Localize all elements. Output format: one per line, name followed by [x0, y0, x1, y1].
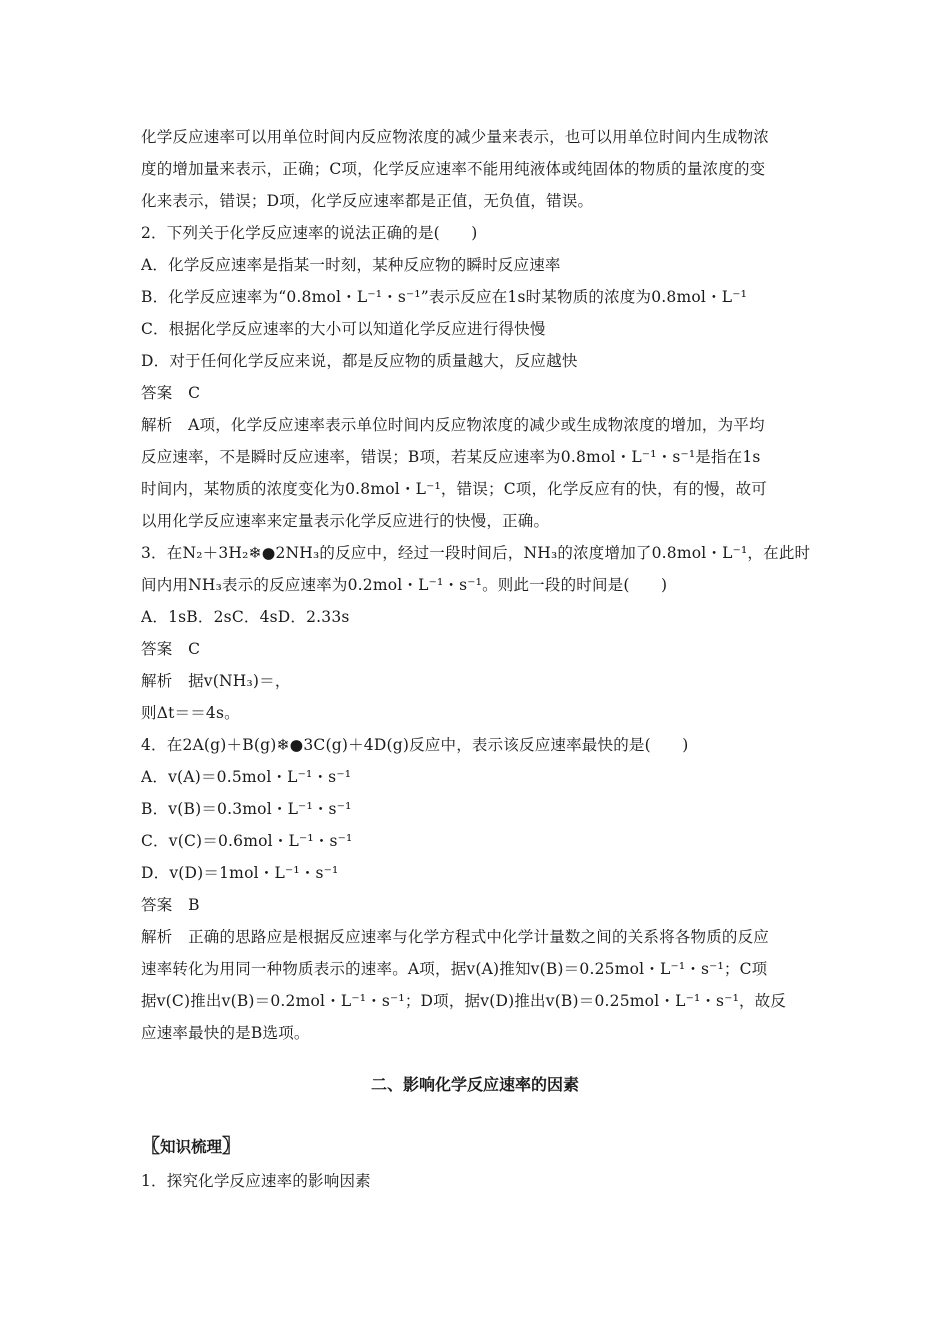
- question-3-stem: 3．在N₂＋3H₂❄●2NH₃的反应中，经过一段时间后，NH₃的浓度增加了0.8mol・L⁻¹，在此时: [141, 544, 811, 562]
- question-3-stem: 间内用NH₃表示的反应速率为0.2mol・L⁻¹・s⁻¹。则此一段的时间是( ): [141, 576, 668, 594]
- analysis-line: 解析 A项，化学反应速率表示单位时间内反应物浓度的减少或生成物浓度的增加，为平均: [141, 416, 765, 434]
- option-c: C．根据化学反应速率的大小可以知道化学反应进行得快慢: [141, 320, 546, 338]
- analysis-line: 解析 据v(NH₃)＝，: [141, 672, 291, 690]
- knowledge-label: [141, 1133, 241, 1160]
- option-d: D．对于任何化学反应来说，都是反应物的质量越大，反应越快: [141, 352, 578, 370]
- bracket-open: 〖: [141, 1135, 161, 1157]
- text-line: 度的增加量来表示，正确；C项，化学反应速率不能用纯液体或纯固体的物质的量浓度的变: [141, 160, 766, 178]
- analysis-line: 则Δt＝＝4s。: [141, 704, 240, 722]
- question-2-stem: 2．下列关于化学反应速率的说法正确的是( ): [141, 224, 478, 242]
- text-line: 化来表示，错误；D项，化学反应速率都是正值，无负值，错误。: [141, 192, 594, 210]
- analysis-line: 速率转化为用同一种物质表示的速率。A项，据v(A)推知v(B)＝0.25mol・L⁻¹・s⁻¹；C项: [141, 960, 768, 978]
- option-a: A．化学反应速率是指某一时刻，某种反应物的瞬时反应速率: [141, 256, 561, 274]
- knowledge-label-text: 知识梳理: [160, 1138, 223, 1156]
- analysis-line: 反应速率，不是瞬时反应速率，错误；B项，若某反应速率为0.8mol・L⁻¹・s⁻¹是指在1s: [141, 448, 761, 466]
- analysis-line: 应速率最快的是B选项。: [141, 1024, 310, 1042]
- option-b: B．化学反应速率为“0.8mol・L⁻¹・s⁻¹”表示反应在1s时某物质的浓度为0.8mol・L⁻¹: [141, 288, 748, 306]
- list-item: 1．探究化学反应速率的影响因素: [141, 1172, 371, 1190]
- question-3-options: A．1sB．2sC．4sD．2.33s: [141, 608, 350, 626]
- analysis-line: 据v(C)推出v(B)＝0.2mol・L⁻¹・s⁻¹；D项，据v(D)推出v(B)＝0.25mol・L⁻¹・s⁻¹，故反: [141, 992, 787, 1010]
- answer-line: 答案 C: [141, 640, 201, 658]
- section-heading: 二、影响化学反应速率的因素: [370, 1075, 579, 1094]
- analysis-line: 解析 正确的思路应是根据反应速率与化学方程式中化学计量数之间的关系将各物质的反应: [141, 928, 770, 946]
- option-c: C．v(C)＝0.6mol・L⁻¹・s⁻¹: [141, 832, 353, 850]
- option-a: A．v(A)＝0.5mol・L⁻¹・s⁻¹: [141, 768, 352, 786]
- analysis-line: 时间内，某物质的浓度变化为0.8mol・L⁻¹，错误；C项，化学反应有的快，有的慢，故可: [141, 480, 767, 498]
- bracket-close: 〗: [222, 1135, 242, 1157]
- option-d: D．v(D)＝1mol・L⁻¹・s⁻¹: [141, 864, 339, 882]
- answer-line: 答案 C: [141, 384, 201, 402]
- option-b: B．v(B)＝0.3mol・L⁻¹・s⁻¹: [141, 800, 352, 818]
- text-line: 化学反应速率可以用单位时间内反应物浓度的减少量来表示，也可以用单位时间内生成物浓: [141, 128, 770, 146]
- question-4-stem: 4．在2A(g)＋B(g)❄●3C(g)＋4D(g)反应中，表示该反应速率最快的是( ): [141, 736, 689, 754]
- analysis-line: 以用化学反应速率来定量表示化学反应进行的快慢，正确。: [141, 512, 550, 530]
- answer-line: 答案 B: [141, 896, 200, 914]
